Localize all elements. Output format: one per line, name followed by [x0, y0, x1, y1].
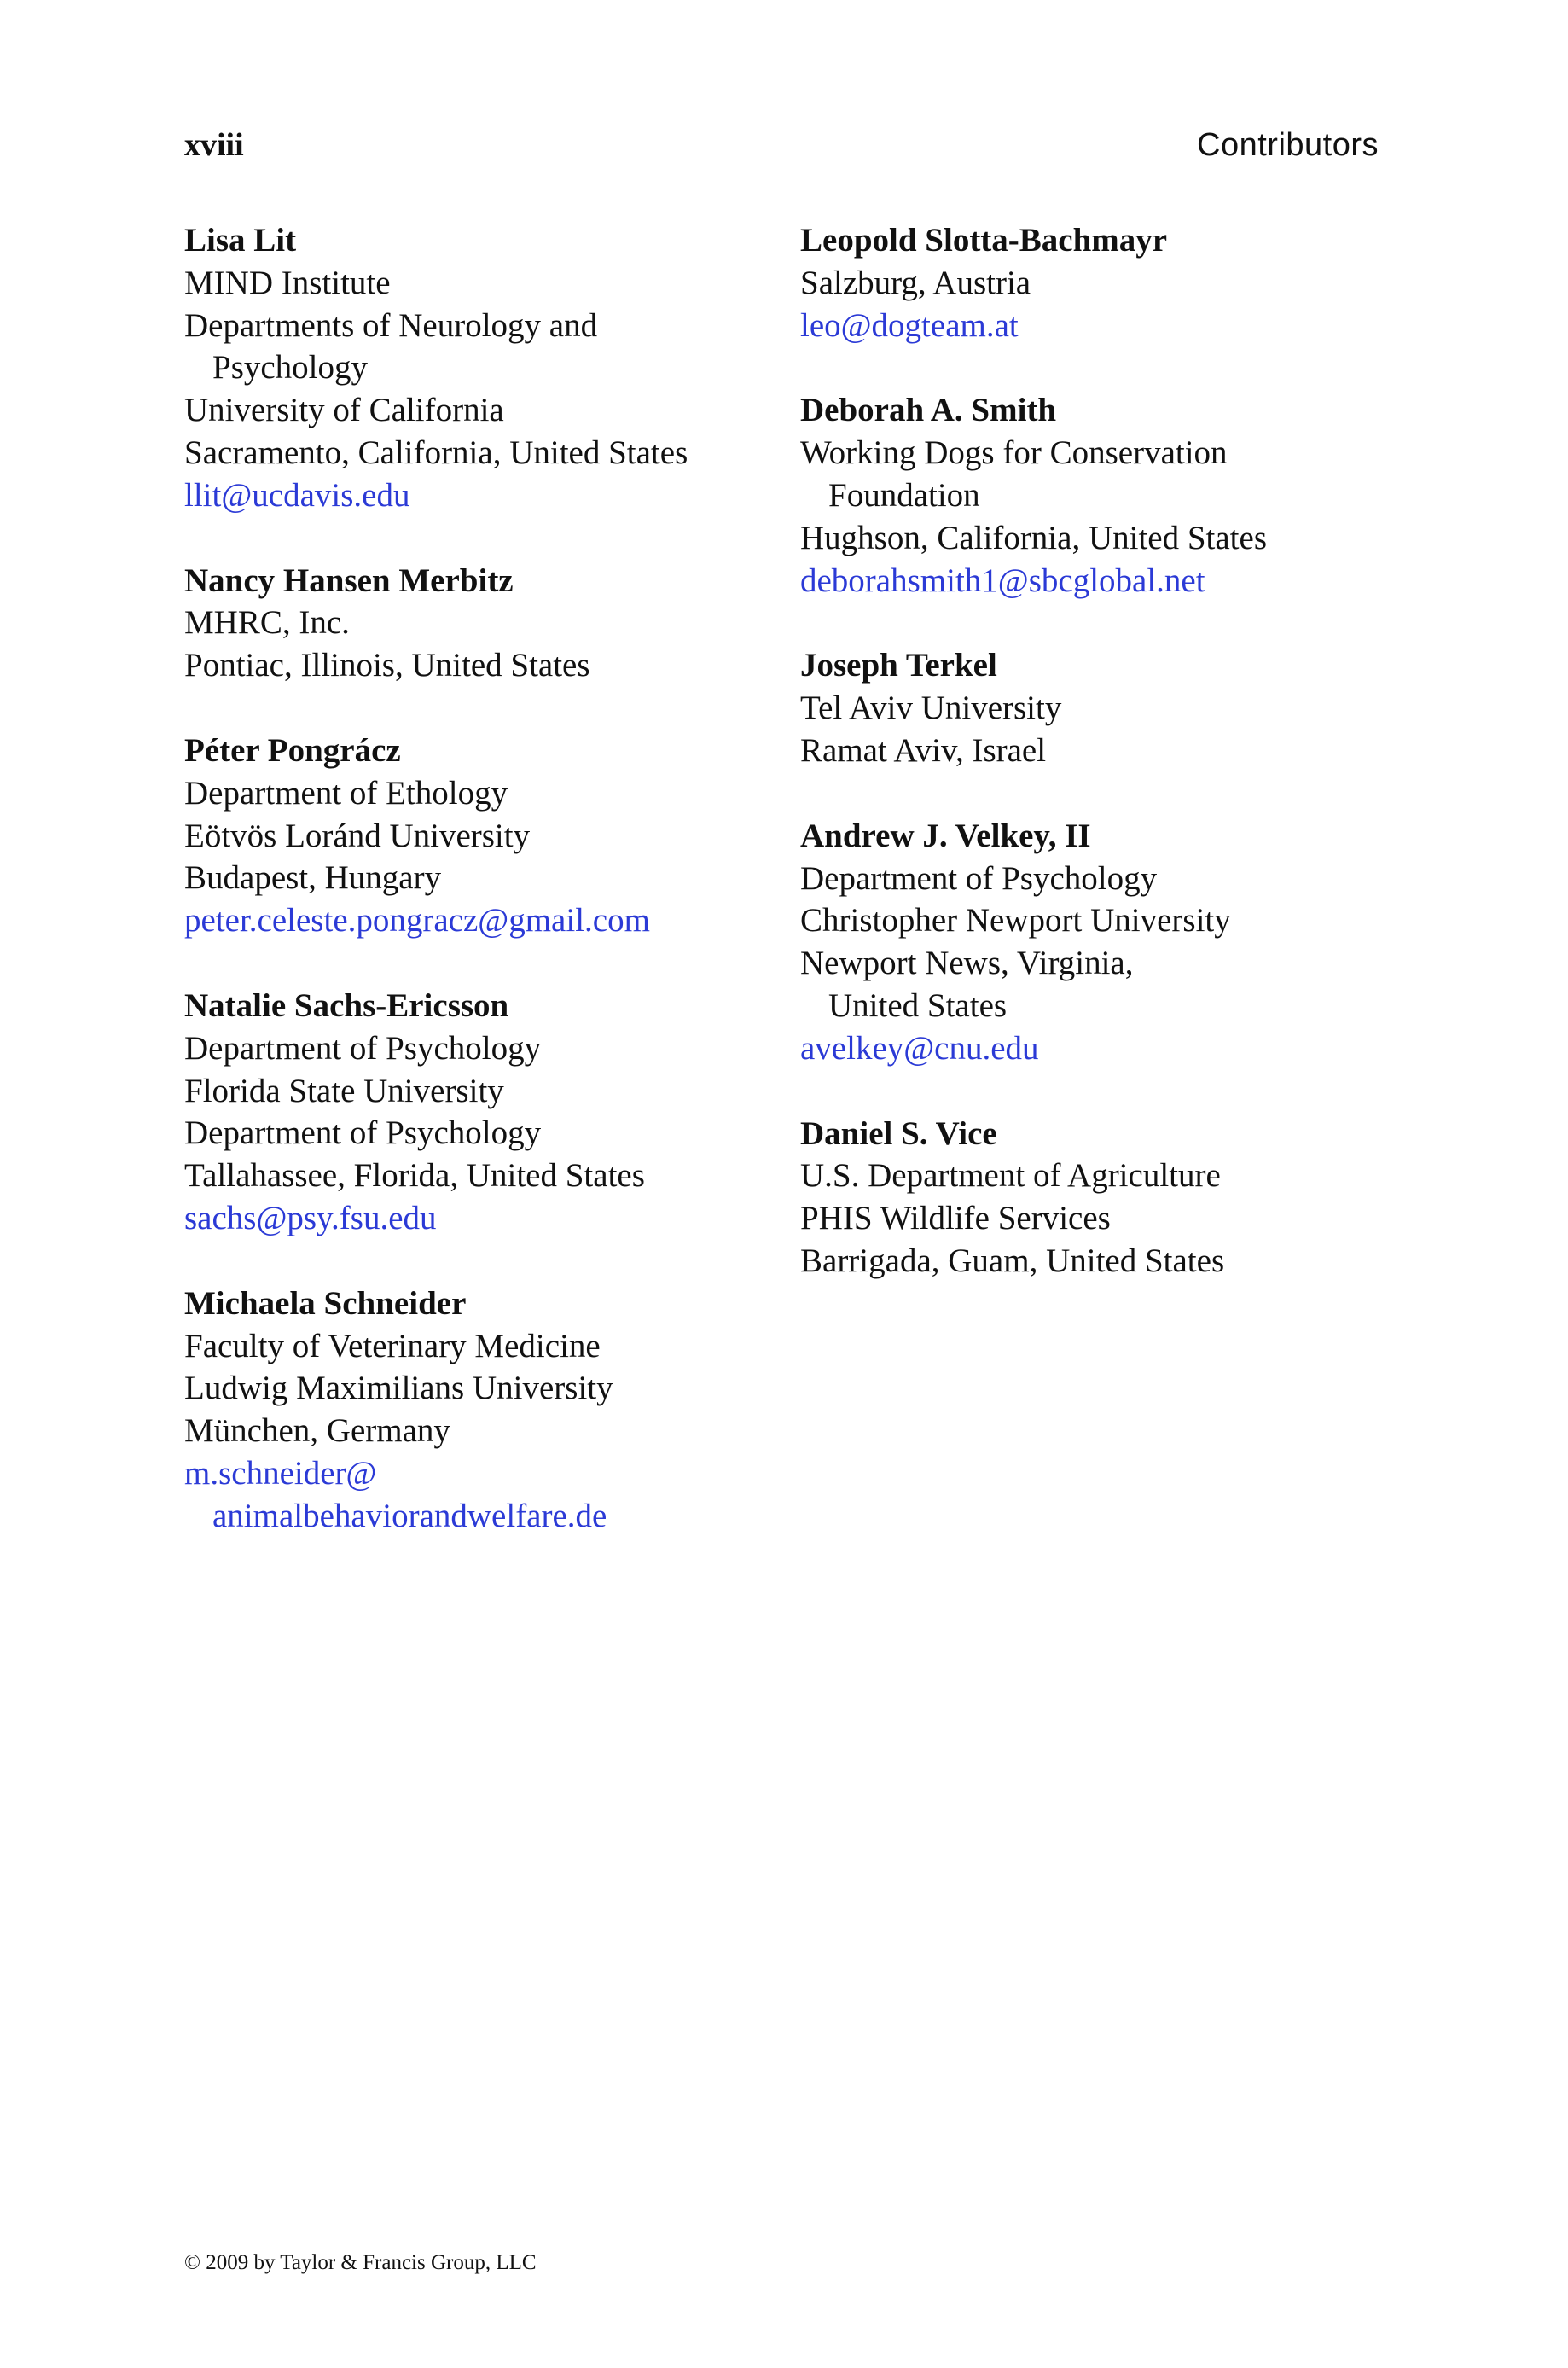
contributor-affiliation-line: University of California	[184, 392, 504, 429]
contributors-left-column	[184, 219, 781, 1580]
contributor-name: Péter Pongrácz	[184, 731, 401, 769]
contributor-affiliation-line: Eötvös Loránd University	[184, 817, 531, 854]
copyright-footer: © 2009 by Taylor & Francis Group, LLC	[184, 2251, 537, 2274]
contributor-entry	[800, 644, 1397, 771]
contributor-affiliation-line: PHIS Wildlife Services	[800, 1200, 1111, 1237]
contributor-affiliation-line: Foundation	[828, 476, 980, 514]
contributors-right-column	[800, 219, 1397, 1325]
contributor-affiliation-line: MIND Institute	[184, 264, 391, 301]
contributor-name: Natalie Sachs-Ericsson	[184, 986, 509, 1024]
contributor-affiliation-line: Working Dogs for Conservation	[800, 434, 1228, 472]
contributor-name: Andrew J. Velkey, II	[800, 817, 1091, 854]
contributor-affiliation-line: Departments of Neurology and	[184, 306, 598, 344]
contributor-affiliation-line: Department of Psychology	[800, 859, 1158, 897]
contributor-affiliation-line: MHRC, Inc.	[184, 604, 350, 642]
contributor-affiliation-line: Barrigada, Guam, United States	[800, 1242, 1225, 1279]
contributor-entry	[184, 985, 781, 1240]
contributor-email[interactable]: peter.celeste.pongracz@gmail.com	[184, 902, 650, 940]
contributor-entry	[800, 219, 1397, 346]
page-number: xviii	[184, 127, 244, 163]
contributor-email[interactable]: sachs@psy.fsu.edu	[184, 1199, 437, 1236]
contributor-affiliation-line: Pontiac, Illinois, United States	[184, 647, 590, 684]
contributor-affiliation-line: Christopher Newport University	[800, 902, 1231, 940]
contributor-affiliation-line: München, Germany	[184, 1412, 450, 1450]
contributor-entry	[184, 1283, 781, 1538]
contributor-affiliation-line: Department of Ethology	[184, 774, 508, 812]
contributor-name: Michaela Schneider	[184, 1284, 467, 1322]
contributor-name: Joseph Terkel	[800, 647, 997, 684]
contributor-affiliation-line: Budapest, Hungary	[184, 859, 442, 897]
contributor-entry	[184, 560, 781, 687]
contributor-email[interactable]: leo@dogteam.at	[800, 306, 1019, 344]
contributor-affiliation-line: Ramat Aviv, Israel	[800, 731, 1047, 769]
contributor-affiliation-line: Newport News, Virginia,	[800, 945, 1134, 982]
contributor-affiliation-line: Department of Psychology	[184, 1029, 542, 1067]
contributor-affiliation-line: U.S. Department of Agriculture	[800, 1157, 1221, 1195]
contributor-email[interactable]: llit@ucdavis.edu	[184, 476, 410, 514]
contributor-name: Leopold Slotta-Bachmayr	[800, 222, 1168, 259]
contributor-email[interactable]: animalbehaviorandwelfare.de	[212, 1497, 607, 1534]
contributor-affiliation-line: Hughson, California, United States	[800, 519, 1268, 556]
contributor-name: Deborah A. Smith	[800, 392, 1057, 429]
contributor-name: Nancy Hansen Merbitz	[184, 561, 514, 599]
contributor-affiliation-line: Tel Aviv University	[800, 689, 1062, 727]
contributor-entry	[800, 389, 1397, 602]
contributor-entry	[184, 730, 781, 942]
contributor-affiliation-line: Psychology	[212, 349, 369, 387]
contributor-email[interactable]: avelkey@cnu.edu	[800, 1029, 1039, 1067]
running-head-title: Contributors	[1197, 127, 1379, 163]
contributor-email[interactable]: m.schneider@	[184, 1454, 377, 1492]
contributor-affiliation-line: Sacramento, California, United States	[184, 433, 688, 471]
contributor-affiliation-line: United States	[828, 986, 1008, 1024]
contributor-entry	[800, 1113, 1397, 1283]
contributor-affiliation-line: Salzburg, Austria	[800, 264, 1031, 301]
contributor-entry	[184, 219, 781, 517]
contributor-affiliation-line: Tallahassee, Florida, United States	[184, 1157, 645, 1195]
contributor-name: Daniel S. Vice	[800, 1114, 997, 1152]
contributor-email[interactable]: deborahsmith1@sbcglobal.net	[800, 561, 1205, 599]
contributor-affiliation-line: Department of Psychology	[184, 1114, 542, 1152]
contributor-affiliation-line: Florida State University	[184, 1072, 504, 1109]
contributor-entry	[800, 815, 1397, 1070]
contributor-affiliation-line: Ludwig Maximilians University	[184, 1370, 613, 1407]
contributor-affiliation-line: Faculty of Veterinary Medicine	[184, 1327, 601, 1364]
contributor-name: Lisa Lit	[184, 222, 297, 259]
